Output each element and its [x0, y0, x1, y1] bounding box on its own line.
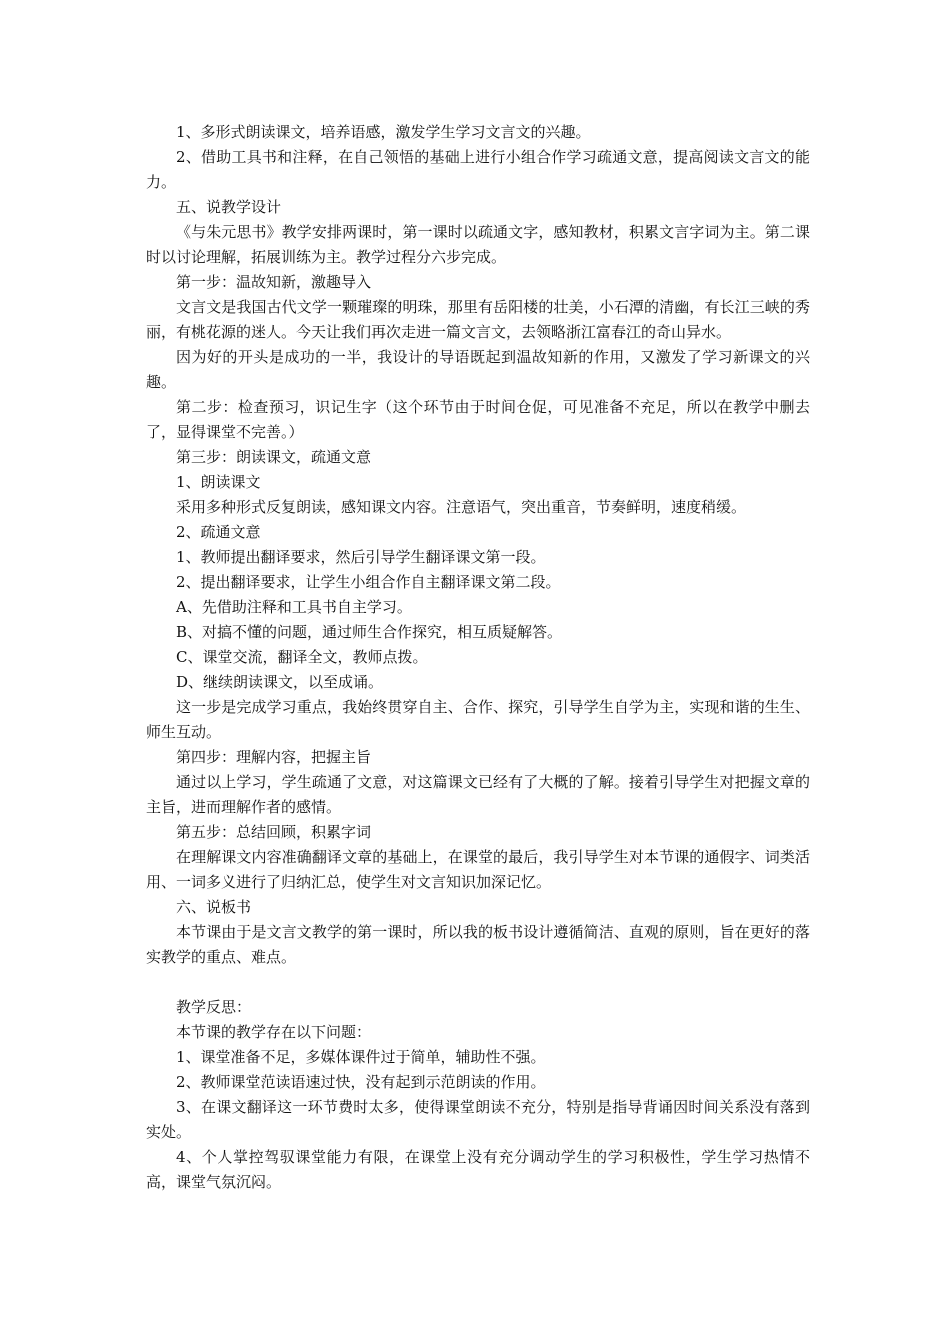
- list-item: 1、教师提出翻译要求，然后引导学生翻译课文第一段。: [176, 548, 546, 566]
- paragraph: 本节课由于是文言文教学的第一课时，所以我的板书设计遵循简洁、直观的原则，旨在更好的落实教学的重点、难点。: [146, 923, 810, 966]
- document-body: [146, 120, 810, 1195]
- list-item: 2、疏通文意: [176, 523, 261, 541]
- step-heading: 第一步：温故知新，激趣导入: [176, 273, 372, 291]
- list-item: C、课堂交流，翻译全文，教师点拨。: [176, 648, 428, 666]
- section-heading: 六、说板书: [176, 898, 252, 916]
- paragraph: 文言文是我国古代文学一颗璀璨的明珠，那里有岳阳楼的壮美，小石潭的清幽，有长江三峡的秀丽，有桃花源的迷人。今天让我们再次走进一篇文言文，去领略浙江富春江的奇山异水。: [146, 298, 810, 341]
- list-item: 4、个人掌控驾驭课堂能力有限，在课堂上没有充分调动学生的学习积极性，学生学习热情不高，课堂气氛沉闷。: [146, 1148, 810, 1191]
- step-heading: 第四步：理解内容，把握主旨: [176, 748, 372, 766]
- paragraph: 这一步是完成学习重点，我始终贯穿自主、合作、探究，引导学生自学为主，实现和谐的生生、师生互动。: [146, 698, 810, 741]
- section-heading: 五、说教学设计: [176, 198, 282, 216]
- list-item: 2、教师课堂范读语速过快，没有起到示范朗读的作用。: [176, 1073, 546, 1091]
- paragraph: 本节课的教学存在以下问题：: [176, 1023, 372, 1041]
- step-heading: 第二步：检查预习，识记生字（这个环节由于时间仓促，可见准备不充足，所以在教学中删去了，显得课堂不完善。）: [146, 398, 810, 441]
- blank-line: [146, 970, 810, 995]
- list-item: 3、在课文翻译这一环节费时太多，使得课堂朗读不充分，特别是指导背诵因时间关系没有落到实处。: [146, 1098, 810, 1141]
- list-item: 1、朗读课文: [176, 473, 261, 491]
- list-item: 1、课堂准备不足，多媒体课件过于简单，辅助性不强。: [176, 1048, 546, 1066]
- list-item: 2、提出翻译要求，让学生小组合作自主翻译课文第二段。: [176, 573, 561, 591]
- paragraph: 在理解课文内容准确翻译文章的基础上，在课堂的最后，我引导学生对本节课的通假字、词类活用、一词多义进行了归纳汇总，使学生对文言知识加深记忆。: [146, 848, 810, 891]
- step-heading: 第三步：朗读课文，疏通文意: [176, 448, 372, 466]
- paragraph: 1、多形式朗读课文，培养语感，激发学生学习文言文的兴趣。: [176, 123, 591, 141]
- list-item: B、对搞不懂的问题，通过师生合作探究，相互质疑解答。: [176, 623, 563, 641]
- list-item: D、继续朗读课文，以至成诵。: [176, 673, 384, 691]
- paragraph: 《与朱元思书》教学安排两课时，第一课时以疏通文字，感知教材，积累文言字词为主。第二课时以讨论理解，拓展训练为主。教学过程分六步完成。: [146, 223, 810, 266]
- paragraph: 通过以上学习，学生疏通了文意，对这篇课文已经有了大概的了解。接着引导学生对把握文章的主旨，进而理解作者的感情。: [146, 773, 810, 816]
- step-heading: 第五步：总结回顾，积累字词: [176, 823, 372, 841]
- paragraph: 2、借助工具书和注释，在自己领悟的基础上进行小组合作学习疏通文意，提高阅读文言文的能力。: [146, 148, 810, 191]
- list-item: A、先借助注释和工具书自主学习。: [176, 598, 412, 616]
- paragraph: 因为好的开头是成功的一半，我设计的导语既起到温故知新的作用，又激发了学习新课文的兴趣。: [146, 348, 810, 391]
- paragraph: 采用多种形式反复朗读，感知课文内容。注意语气，突出重音，节奏鲜明，速度稍缓。: [176, 498, 747, 516]
- section-heading: 教学反思：: [176, 998, 252, 1016]
